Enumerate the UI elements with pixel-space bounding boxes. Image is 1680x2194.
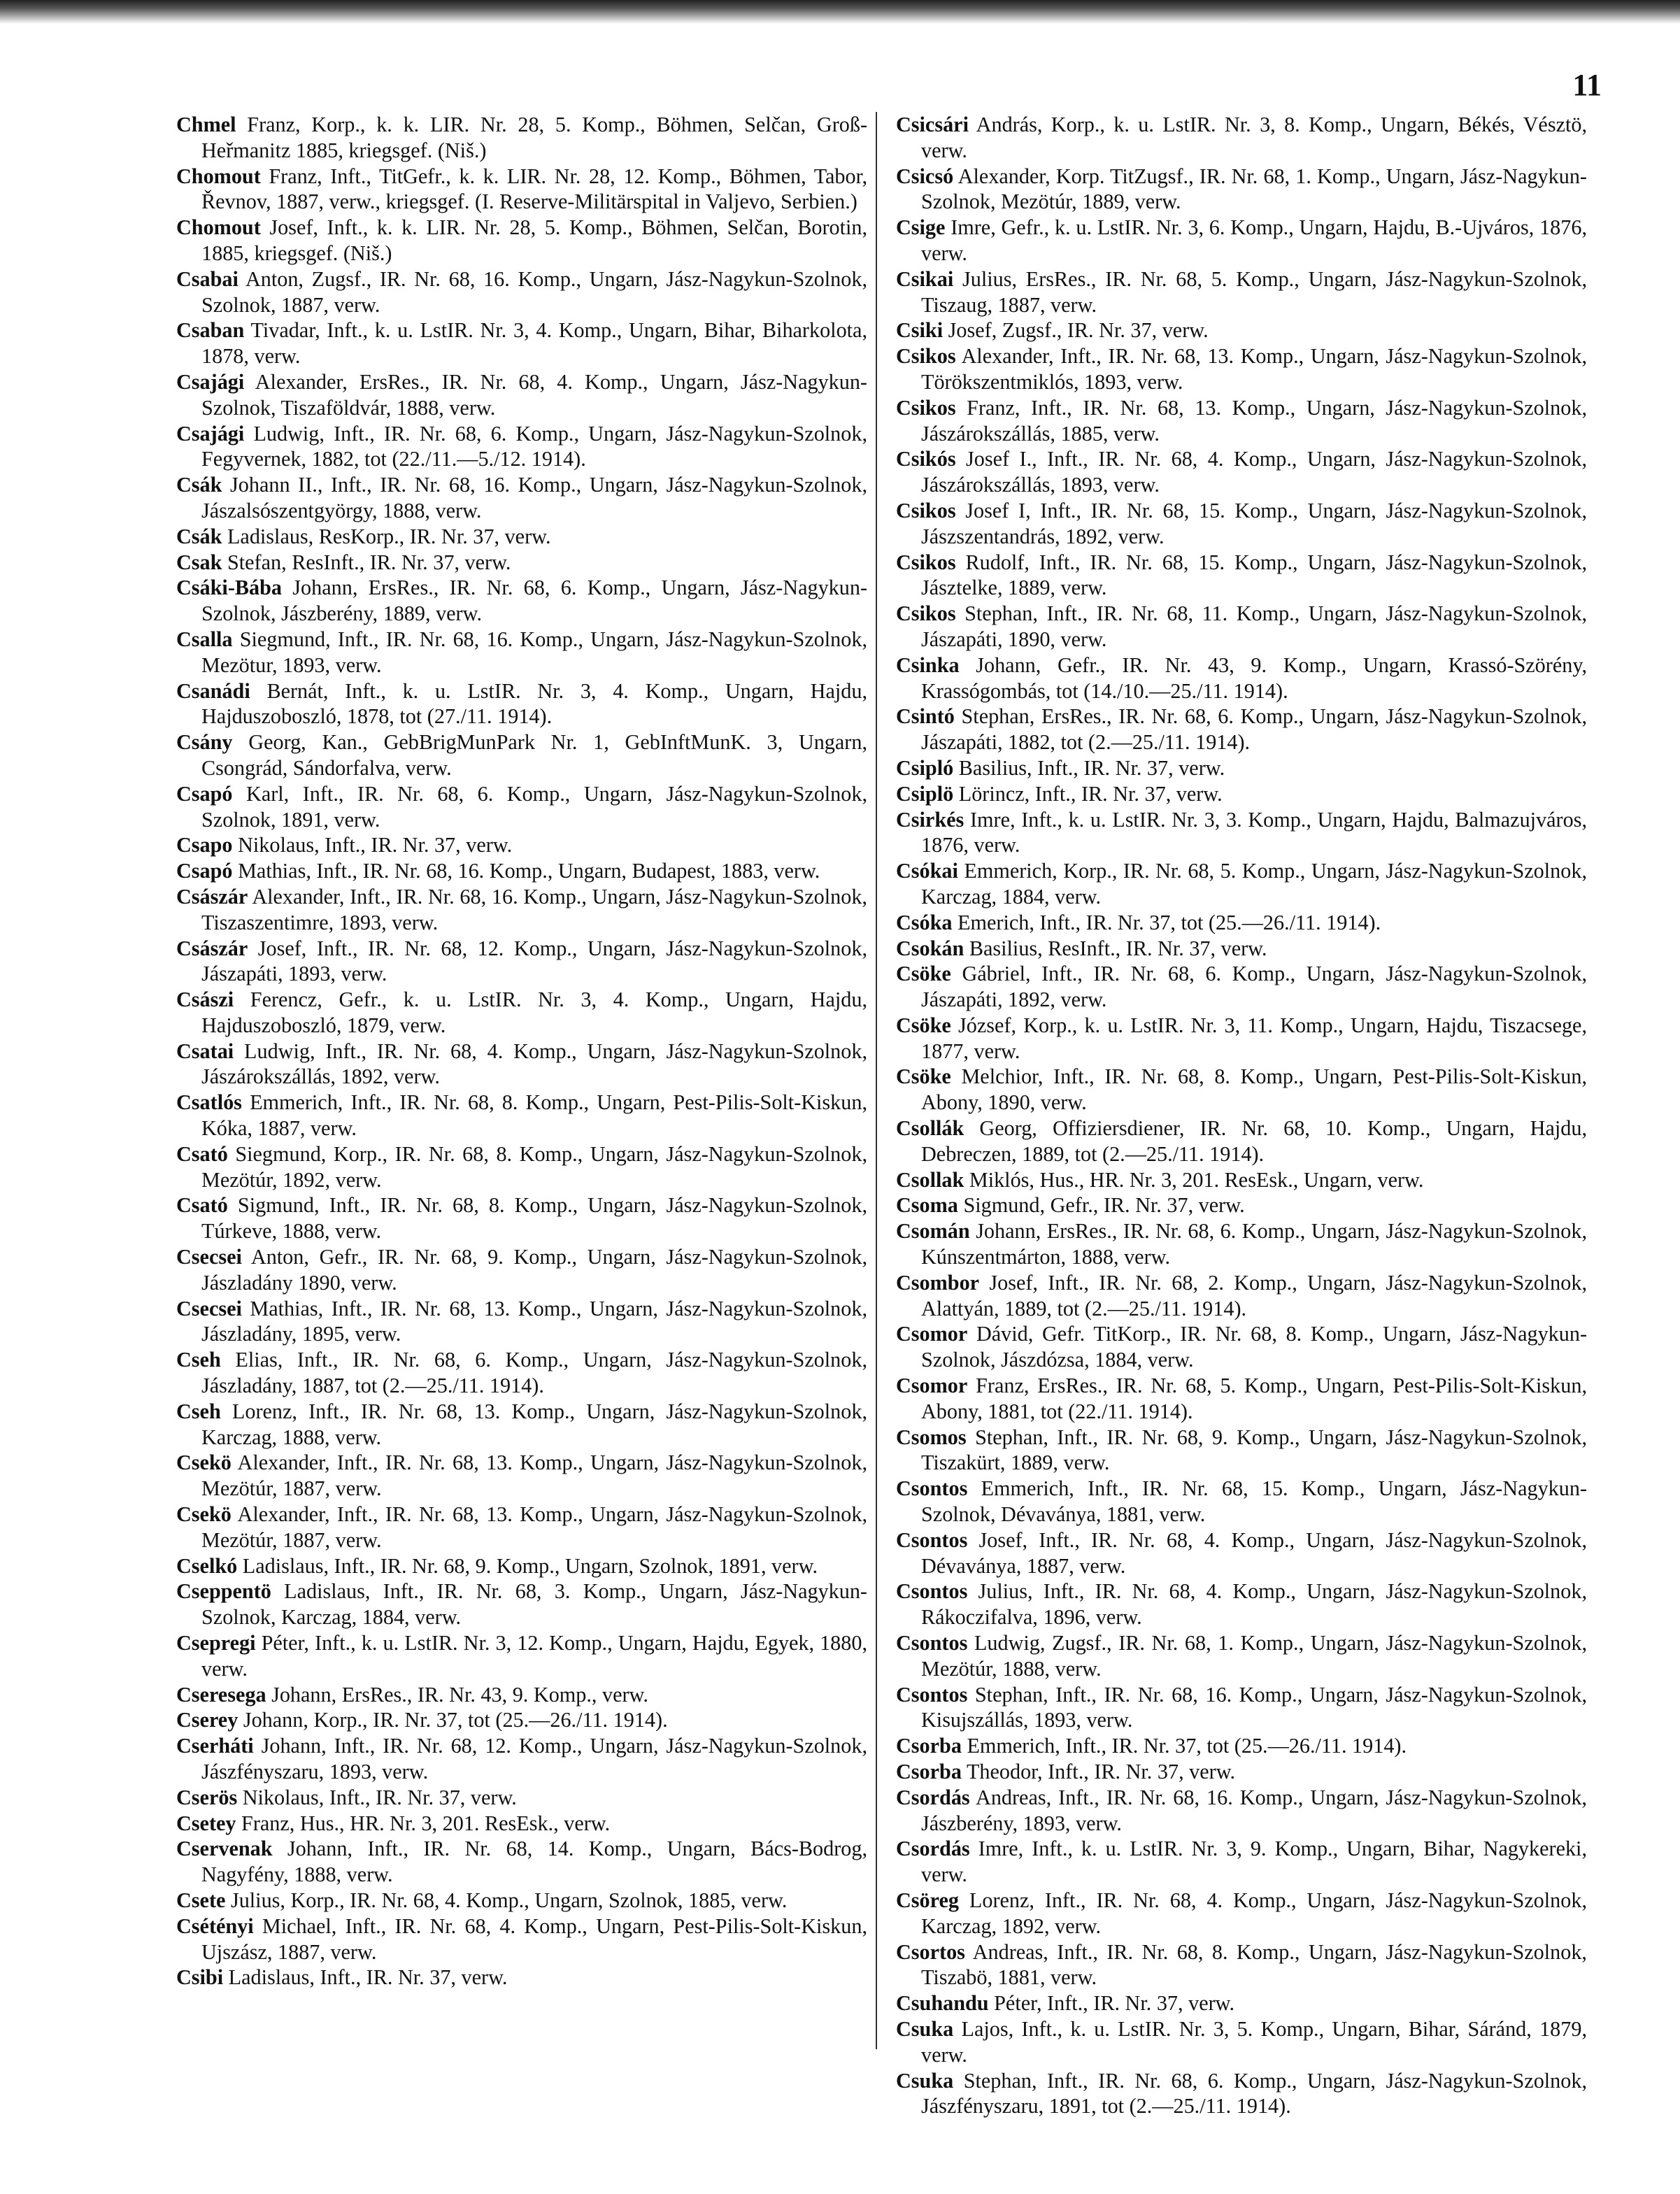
- list-entry: [896, 215, 1587, 266]
- entry-details: Johann, ErsRes., IR. Nr. 68, 6. Komp., Ungarn, Jász-Nagykun-Szolnok, Kúnszentmárton, 1888, verw.: [921, 1219, 1588, 1269]
- entry-surname: Csalla: [176, 627, 233, 651]
- entry-surname: Csóka: [896, 910, 953, 934]
- entry-details: Stephan, ErsRes., IR. Nr. 68, 6. Komp., Ungarn, Jász-Nagykun-Szolnok, Jászapáti, 1882, tot (2.—25./11. 1914).: [921, 704, 1588, 755]
- entry-details: Franz, Inft., IR. Nr. 68, 13. Komp., Ungarn, Jász-Nagykun-Szolnok, Jászárokszállás, 1885, verw.: [921, 395, 1587, 446]
- entry-surname: Cserös: [176, 1785, 238, 1809]
- list-entry: [176, 858, 867, 884]
- list-entry: [176, 1888, 867, 1914]
- entry-details: Josef, Inft., k. k. LIR. Nr. 28, 5. Komp., Böhmen, Selčan, Borotin, 1885, kriegsgef. (Niš.): [201, 215, 868, 265]
- entry-details: Sigmund, Gefr., IR. Nr. 37, verw.: [963, 1193, 1245, 1218]
- entry-details: Emmerich, Inft., IR. Nr. 68, 15. Komp., Ungarn, Jász-Nagykun-Szolnok, Dévaványa, 1881, verw.: [921, 1476, 1587, 1527]
- entry-surname: Csollák: [896, 1116, 964, 1141]
- list-entry: [176, 1347, 867, 1399]
- entry-details: Lorenz, Inft., IR. Nr. 68, 4. Komp., Ungarn, Jász-Nagykun-Szolnok, Karczag, 1892, verw.: [921, 1888, 1587, 1938]
- entry-details: Johann, Gefr., IR. Nr. 43, 9. Komp., Ungarn, Krassó-Szörény, Krassógombás, tot (14./10.—25./11. 1914).: [921, 653, 1588, 703]
- list-entry: [896, 755, 1587, 781]
- entry-details: Ludwig, Inft., IR. Nr. 68, 4. Komp., Ungarn, Jász-Nagykun-Szolnok, Jászárokszállás, 1892, verw.: [201, 1039, 868, 1089]
- entry-details: Gábriel, Inft., IR. Nr. 68, 6. Komp., Ungarn, Jász-Nagykun-Szolnok, Jászapáti, 1892, verw.: [921, 962, 1588, 1012]
- list-entry: [176, 1707, 867, 1733]
- list-entry: [896, 1167, 1587, 1193]
- entry-surname: Csicsó: [896, 164, 954, 188]
- entry-surname: Csuhandu: [896, 1991, 989, 2016]
- entry-surname: Csipló: [896, 755, 954, 780]
- list-entry: [896, 2068, 1587, 2120]
- entry-surname: Chmel: [176, 113, 236, 136]
- list-entry: [896, 961, 1587, 1013]
- entry-surname: Csapó: [176, 781, 233, 806]
- list-entry: [896, 910, 1587, 936]
- entry-surname: Csány: [176, 730, 233, 755]
- entry-details: Basilius, ResInft., IR. Nr. 37, verw.: [969, 936, 1267, 960]
- left-column: [176, 112, 867, 1990]
- list-entry: [896, 1425, 1587, 1476]
- entry-details: Karl, Inft., IR. Nr. 68, 6. Komp., Ungarn, Jász-Nagykun-Szolnok, Szolnok, 1891, verw.: [201, 781, 868, 832]
- list-entry: [176, 987, 867, 1039]
- list-entry: [896, 1527, 1587, 1579]
- list-entry: [896, 2016, 1587, 2068]
- entry-surname: Csuka: [896, 2016, 954, 2041]
- entry-surname: Csiplö: [896, 781, 954, 806]
- entry-surname: Csicsári: [896, 113, 969, 136]
- entry-details: Nikolaus, Inft., IR. Nr. 37, verw.: [238, 833, 513, 857]
- entry-surname: Csibi: [176, 1965, 224, 1990]
- entry-details: Julius, ErsRes., IR. Nr. 68, 5. Komp., Ungarn, Jász-Nagykun-Szolnok, Tiszaug, 1887, verw.: [921, 266, 1588, 317]
- list-entry: [896, 1888, 1587, 1939]
- entry-surname: Csepregi: [176, 1631, 256, 1655]
- entry-surname: Csató: [176, 1141, 228, 1166]
- entry-details: Siegmund, Korp., IR. Nr. 68, 8. Komp., Ungarn, Jász-Nagykun-Szolnok, Mezötúr, 1892, verw.: [201, 1141, 867, 1192]
- entry-surname: Csatai: [176, 1039, 234, 1063]
- list-entry: [176, 215, 867, 266]
- list-entry: [176, 1502, 867, 1553]
- list-entry: [176, 164, 867, 215]
- entry-details: Johann, Inft., IR. Nr. 68, 14. Komp., Ungarn, Bács-Bodrog, Nagyfény, 1888, verw.: [201, 1837, 868, 1887]
- entry-details: Ladislaus, Inft., IR. Nr. 68, 3. Komp., Ungarn, Jász-Nagykun-Szolnok, Karczag, 1884, verw.: [201, 1579, 867, 1630]
- entry-surname: Csorba: [896, 1734, 962, 1758]
- entry-details: Josef I, Inft., IR. Nr. 68, 15. Komp., Ungarn, Jász-Nagykun-Szolnok, Jászszentandrás, 1892, verw.: [921, 498, 1588, 548]
- entry-surname: Csokán: [896, 936, 964, 960]
- list-entry: [176, 472, 867, 524]
- entry-details: Ferencz, Gefr., k. u. LstIR. Nr. 3, 4. Komp., Ungarn, Hajdu, Hajduszoboszló, 1879, verw.: [201, 988, 867, 1037]
- list-entry: [176, 1733, 867, 1785]
- list-entry: [176, 1836, 867, 1888]
- entry-details: Mathias, Inft., IR. Nr. 68, 13. Komp., Ungarn, Jász-Nagykun-Szolnok, Jászladány, 1895, verw.: [201, 1296, 867, 1346]
- entry-surname: Csontos: [896, 1527, 968, 1552]
- entry-surname: Csikos: [896, 344, 956, 369]
- list-entry: [176, 1682, 867, 1708]
- entry-details: Ladislaus, ResKorp., IR. Nr. 37, verw.: [227, 524, 551, 548]
- entry-surname: Chomout: [176, 215, 261, 240]
- entry-details: Josef I., Inft., IR. Nr. 68, 4. Komp., Ungarn, Jász-Nagykun-Szolnok, Jászárokszállás, 1893, verw.: [921, 447, 1587, 497]
- entry-surname: Csombor: [896, 1270, 980, 1295]
- entry-surname: Csintó: [896, 704, 955, 729]
- entry-surname: Csetey: [176, 1811, 236, 1835]
- entry-details: Ludwig, Zugsf., IR. Nr. 68, 1. Komp., Ungarn, Jász-Nagykun-Szolnok, Mezötúr, 1888, verw.: [921, 1631, 1588, 1681]
- entry-details: Stephan, Inft., IR. Nr. 68, 9. Komp., Ungarn, Jász-Nagykun-Szolnok, Tiszakürt, 1889, verw.: [921, 1425, 1588, 1475]
- entry-surname: Csak: [176, 550, 222, 574]
- entry-details: Siegmund, Inft., IR. Nr. 68, 16. Komp., Ungarn, Jász-Nagykun-Szolnok, Mezötur, 1893, verw.: [201, 627, 867, 677]
- entry-surname: Csige: [896, 215, 946, 240]
- list-entry: [896, 266, 1587, 318]
- entry-details: Franz, ErsRes., IR. Nr. 68, 5. Komp., Ungarn, Pest-Pilis-Solt-Kiskun, Abony, 1881, tot (22./11. 1914).: [921, 1374, 1587, 1423]
- entry-surname: Csontos: [896, 1579, 968, 1604]
- entry-details: Josef, Zugsf., IR. Nr. 37, verw.: [948, 318, 1209, 343]
- entry-surname: Csekö: [176, 1502, 232, 1527]
- list-entry: [176, 781, 867, 833]
- entry-surname: Chomout: [176, 164, 261, 188]
- entry-surname: Csontos: [896, 1631, 968, 1655]
- list-entry: [896, 1192, 1587, 1218]
- entry-surname: Csikos: [896, 601, 956, 626]
- list-entry: [176, 1785, 867, 1811]
- entry-surname: Csétényi: [176, 1914, 254, 1938]
- entry-details: Johann II., Inft., IR. Nr. 68, 16. Komp., Ungarn, Jász-Nagykun-Szolnok, Jászalsószentgyörgy, 1888, verw.: [201, 473, 868, 522]
- entry-details: Melchior, Inft., IR. Nr. 68, 8. Komp., Ungarn, Pest-Pilis-Solt-Kiskun, Abony, 1890, verw.: [921, 1064, 1587, 1115]
- list-entry: [896, 1579, 1587, 1630]
- list-entry: [896, 601, 1587, 653]
- entry-details: Michael, Inft., IR. Nr. 68, 4. Komp., Ungarn, Pest-Pilis-Solt-Kiskun, Ujszász, 1887, verw.: [201, 1914, 867, 1964]
- entry-details: Theodor, Inft., IR. Nr. 37, verw.: [966, 1760, 1236, 1783]
- entry-details: Péter, Inft., k. u. LstIR. Nr. 3, 12. Komp., Ungarn, Hajdu, Egyek, 1880, verw.: [201, 1631, 868, 1681]
- entry-surname: Csikai: [896, 266, 954, 291]
- list-entry: [176, 936, 867, 988]
- entry-surname: Cseh: [176, 1348, 221, 1372]
- entry-details: Alexander, Inft., IR. Nr. 68, 13. Komp., Ungarn, Jász-Nagykun-Szolnok, Mezötúr, 1887, verw.: [201, 1502, 867, 1552]
- entry-details: Nikolaus, Inft., IR. Nr. 37, verw.: [242, 1785, 517, 1809]
- list-entry: [896, 653, 1587, 704]
- list-entry: [896, 1990, 1587, 2016]
- entry-surname: Csordás: [896, 1837, 970, 1861]
- entry-details: Lörincz, Inft., IR. Nr. 37, verw.: [958, 781, 1223, 806]
- list-entry: [176, 884, 867, 936]
- list-entry: [896, 318, 1587, 343]
- entry-details: Stephan, Inft., IR. Nr. 68, 6. Komp., Ungarn, Jász-Nagykun-Szolnok, Jászfényszaru, 1891, tot (2.—25./11. 1914).: [921, 2068, 1588, 2118]
- entry-details: Ladislaus, Inft., IR. Nr. 68, 9. Komp., Ungarn, Szolnok, 1891, verw.: [242, 1553, 818, 1578]
- list-entry: [896, 1682, 1587, 1734]
- entry-details: Emmerich, Korp., IR. Nr. 68, 5. Komp., Ungarn, Jász-Nagykun-Szolnok, Karczag, 1884, verw.: [921, 859, 1587, 909]
- entry-surname: Csomán: [896, 1219, 970, 1244]
- entry-surname: Csák: [176, 524, 222, 548]
- entry-surname: Csecsei: [176, 1296, 242, 1320]
- entry-details: Mathias, Inft., IR. Nr. 68, 16. Komp., Ungarn, Budapest, 1883, verw.: [238, 859, 820, 883]
- list-entry: [896, 1785, 1587, 1837]
- list-entry: [176, 1141, 867, 1193]
- entry-surname: Csókai: [896, 859, 958, 883]
- entry-details: Miklós, Hus., HR. Nr. 3, 201. ResEsk., Ungarn, verw.: [969, 1167, 1424, 1192]
- entry-details: Ladislaus, Inft., IR. Nr. 37, verw.: [228, 1965, 508, 1990]
- entry-details: Emmerich, Inft., IR. Nr. 37, tot (25.—26./11. 1914).: [967, 1734, 1407, 1758]
- list-entry: [176, 1914, 867, 1965]
- list-entry: [896, 112, 1587, 164]
- list-entry: [176, 1630, 867, 1682]
- entry-surname: Csollak: [896, 1167, 964, 1192]
- entry-details: Imre, Inft., k. u. LstIR. Nr. 3, 9. Komp., Ungarn, Bihar, Nagykereki, verw.: [921, 1837, 1587, 1887]
- entry-details: Emmerich, Inft., IR. Nr. 68, 8. Komp., Ungarn, Pest-Pilis-Solt-Kiskun, Kóka, 1887, verw.: [201, 1090, 868, 1141]
- list-entry: [896, 446, 1587, 498]
- entry-details: Stephan, Inft., IR. Nr. 68, 11. Komp., Ungarn, Jász-Nagykun-Szolnok, Jászapáti, 1890, verw.: [921, 601, 1587, 651]
- entry-surname: Császi: [176, 988, 234, 1012]
- list-entry: [176, 1553, 867, 1579]
- entry-surname: Császár: [176, 884, 248, 909]
- entry-surname: Csontos: [896, 1476, 968, 1501]
- entry-details: Stefan, ResInft., IR. Nr. 37, verw.: [227, 550, 511, 574]
- entry-surname: Csanádi: [176, 678, 250, 703]
- entry-details: Franz, Hus., HR. Nr. 3, 201. ResEsk., verw.: [241, 1811, 611, 1835]
- entry-surname: Csortos: [896, 1939, 965, 1964]
- entry-details: Julius, Inft., IR. Nr. 68, 4. Komp., Ungarn, Jász-Nagykun-Szolnok, Rákoczifalva, 1896, verw.: [921, 1579, 1588, 1630]
- entry-surname: Csajági: [176, 369, 245, 394]
- entry-surname: Cserháti: [176, 1734, 254, 1758]
- entry-surname: Csoma: [896, 1193, 958, 1218]
- entry-surname: Csomor: [896, 1374, 968, 1398]
- entry-details: Imre, Gefr., k. u. LstIR. Nr. 3, 6. Komp., Ungarn, Hajdu, B.-Ujváros, 1876, verw.: [921, 215, 1587, 265]
- entry-surname: Cserey: [176, 1708, 239, 1732]
- entry-details: Tivadar, Inft., k. u. LstIR. Nr. 3, 4. Komp., Ungarn, Bihar, Biharkolota, 1878, verw.: [201, 318, 867, 369]
- entry-surname: Csete: [176, 1888, 226, 1912]
- entry-surname: Csinka: [896, 653, 960, 677]
- page-number: 11: [1572, 68, 1602, 102]
- entry-surname: Csatlós: [176, 1090, 242, 1115]
- entry-surname: Csirkés: [896, 807, 964, 832]
- list-entry: [176, 678, 867, 730]
- entry-surname: Csöke: [896, 1064, 951, 1089]
- list-entry: [176, 729, 867, 781]
- entry-details: Alexander, Inft., IR. Nr. 68, 16. Komp., Ungarn, Jász-Nagykun-Szolnok, Tiszaszentimre, 1893, verw.: [201, 884, 867, 934]
- entry-details: Andreas, Inft., IR. Nr. 68, 8. Komp., Ungarn, Jász-Nagykun-Szolnok, Tiszabö, 1881, verw.: [921, 1939, 1587, 1990]
- list-entry: [896, 1270, 1587, 1322]
- entry-details: Johann, ErsRes., IR. Nr. 43, 9. Komp., verw.: [271, 1682, 648, 1707]
- entry-surname: Cseresega: [176, 1682, 266, 1707]
- entry-surname: Csiki: [896, 318, 944, 343]
- entry-surname: Csapo: [176, 833, 233, 857]
- list-entry: [176, 1244, 867, 1296]
- entry-surname: Cseh: [176, 1399, 221, 1423]
- entry-details: Bernát, Inft., k. u. LstIR. Nr. 3, 4. Komp., Ungarn, Hajdu, Hajduszoboszló, 1878, tot (27./11. 1914).: [201, 678, 867, 729]
- entry-details: Stephan, Inft., IR. Nr. 68, 16. Komp., Ungarn, Jász-Nagykun-Szolnok, Kisujszállás, 1893, verw.: [921, 1682, 1587, 1732]
- entry-details: Anton, Gefr., IR. Nr. 68, 9. Komp., Ungarn, Jász-Nagykun-Szolnok, Jászladány 1890, verw.: [201, 1245, 867, 1295]
- list-entry: [176, 112, 867, 164]
- list-entry: [896, 704, 1587, 755]
- entry-details: Johann, ErsRes., IR. Nr. 68, 6. Komp., Ungarn, Jász-Nagykun-Szolnok, Jászberény, 1889, verw.: [201, 576, 867, 626]
- entry-details: András, Korp., k. u. LstIR. Nr. 3, 8. Komp., Ungarn, Békés, Vésztö, verw.: [921, 113, 1587, 162]
- entry-surname: Csató: [176, 1193, 228, 1218]
- entry-surname: Császár: [176, 936, 248, 960]
- entry-surname: Csikos: [896, 395, 956, 420]
- list-entry: [176, 421, 867, 473]
- entry-surname: Csordás: [896, 1785, 970, 1809]
- entry-surname: Csecsei: [176, 1245, 242, 1269]
- entry-details: Imre, Inft., k. u. LstIR. Nr. 3, 3. Komp., Ungarn, Hajdu, Balmazujváros, 1876, verw.: [921, 807, 1587, 857]
- entry-surname: Cservenak: [176, 1837, 273, 1861]
- entry-details: Josef, Inft., IR. Nr. 68, 4. Komp., Ungarn, Jász-Nagykun-Szolnok, Dévaványa, 1887, verw.: [921, 1527, 1587, 1578]
- entry-surname: Csikos: [896, 498, 956, 522]
- entry-details: Georg, Offiziersdiener, IR. Nr. 68, 10. Komp., Ungarn, Hajdu, Debreczen, 1889, tot (2.—25./11. 1914).: [921, 1116, 1587, 1166]
- list-entry: [896, 807, 1587, 859]
- entry-details: Rudolf, Inft., IR. Nr. 68, 15. Komp., Ungarn, Jász-Nagykun-Szolnok, Jásztelke, 1889, verw.: [921, 550, 1588, 600]
- entry-details: Péter, Inft., IR. Nr. 37, verw.: [994, 1991, 1235, 2016]
- entry-surname: Csapó: [176, 859, 233, 883]
- list-entry: [176, 627, 867, 678]
- list-entry: [176, 369, 867, 421]
- entry-surname: Csorba: [896, 1760, 962, 1783]
- entry-surname: Csikos: [896, 550, 956, 574]
- list-entry: [896, 1218, 1587, 1270]
- list-entry: [176, 550, 867, 576]
- list-entry: [176, 1039, 867, 1090]
- entry-details: Lajos, Inft., k. u. LstIR. Nr. 3, 5. Komp., Ungarn, Bihar, Sáránd, 1879, verw.: [921, 2016, 1588, 2067]
- list-entry: [896, 858, 1587, 910]
- scan-top-edge: [0, 0, 1680, 24]
- entry-details: József, Korp., k. u. LstIR. Nr. 3, 11. Komp., Ungarn, Hajdu, Tiszacsege, 1877, verw.: [921, 1013, 1588, 1063]
- list-entry: [176, 1579, 867, 1630]
- list-entry: [176, 318, 867, 369]
- entry-details: Franz, Inft., TitGefr., k. k. LIR. Nr. 28, 12. Komp., Böhmen, Tabor, Řevnov, 1887, verw., kriegsgef. (I. Reserve-Militärspital in Valjevo, Serbien.): [201, 164, 867, 214]
- list-entry: [176, 1192, 867, 1244]
- entry-surname: Csontos: [896, 1682, 968, 1707]
- list-entry: [176, 1450, 867, 1502]
- right-column: [896, 112, 1587, 2119]
- entry-details: Sigmund, Inft., IR. Nr. 68, 8. Komp., Ungarn, Jász-Nagykun-Szolnok, Túrkeve, 1888, verw.: [201, 1193, 868, 1244]
- list-entry: [176, 832, 867, 858]
- list-entry: [896, 1116, 1587, 1167]
- list-entry: [896, 550, 1587, 601]
- list-entry: [896, 1939, 1587, 1991]
- entry-details: Alexander, Inft., IR. Nr. 68, 13. Komp., Ungarn, Jász-Nagykun-Szolnok, Törökszentmiklós, 1893, verw.: [921, 344, 1587, 394]
- entry-details: Johann, Korp., IR. Nr. 37, tot (25.—26./11. 1914).: [243, 1708, 668, 1732]
- list-entry: [896, 781, 1587, 807]
- entry-surname: Csáki-Bába: [176, 576, 282, 600]
- list-entry: [896, 1733, 1587, 1759]
- entry-details: Elias, Inft., IR. Nr. 68, 6. Komp., Ungarn, Jász-Nagykun-Szolnok, Jászladány, 1887, tot (2.—25./11. 1914).: [201, 1348, 867, 1398]
- list-entry: [176, 1965, 867, 1990]
- entry-details: Lorenz, Inft., IR. Nr. 68, 13. Komp., Ungarn, Jász-Nagykun-Szolnok, Karczag, 1888, verw.: [201, 1399, 867, 1449]
- list-entry: [896, 1836, 1587, 1888]
- entry-surname: Csekö: [176, 1451, 232, 1475]
- entry-details: Dávid, Gefr. TitKorp., IR. Nr. 68, 8. Komp., Ungarn, Jász-Nagykun-Szolnok, Jászdózsa, 1884, verw.: [921, 1322, 1587, 1372]
- list-entry: [176, 575, 867, 627]
- entry-surname: Csaban: [176, 318, 245, 343]
- entry-details: Emerich, Inft., IR. Nr. 37, tot (25.—26./11. 1914).: [958, 910, 1381, 934]
- list-entry: [896, 1321, 1587, 1373]
- list-entry: [896, 1630, 1587, 1682]
- entry-surname: Cseppentö: [176, 1579, 271, 1604]
- entry-details: Andreas, Inft., IR. Nr. 68, 16. Komp., Ungarn, Jász-Nagykun-Szolnok, Jászberény, 1893, verw.: [921, 1785, 1587, 1835]
- list-entry: [896, 1373, 1587, 1425]
- entry-surname: Csuka: [896, 2068, 954, 2093]
- entry-details: Johann, Inft., IR. Nr. 68, 12. Komp., Ungarn, Jász-Nagykun-Szolnok, Jászfényszaru, 1893, verw.: [201, 1734, 867, 1783]
- entry-details: Ludwig, Inft., IR. Nr. 68, 6. Komp., Ungarn, Jász-Nagykun-Szolnok, Fegyvernek, 1882, tot (22./11.—5./12. 1914).: [201, 421, 867, 471]
- list-entry: [896, 1759, 1587, 1785]
- list-entry: [176, 1296, 867, 1348]
- entry-details: Alexander, Inft., IR. Nr. 68, 13. Komp., Ungarn, Jász-Nagykun-Szolnok, Mezötúr, 1887, verw.: [201, 1451, 867, 1501]
- entry-surname: Csikós: [896, 447, 956, 471]
- entry-surname: Csomor: [896, 1322, 968, 1346]
- entry-details: Anton, Zugsf., IR. Nr. 68, 16. Komp., Ungarn, Jász-Nagykun-Szolnok, Szolnok, 1887, verw.: [201, 266, 867, 317]
- list-entry: [896, 164, 1587, 215]
- list-entry: [176, 1090, 867, 1141]
- list-entry: [176, 524, 867, 550]
- list-entry: [176, 1399, 867, 1451]
- entry-details: Franz, Korp., k. k. LIR. Nr. 28, 5. Komp., Böhmen, Selčan, Groß-Heřmanitz 1885, kriegsgef. (Niš.): [201, 113, 867, 162]
- list-entry: [896, 1064, 1587, 1116]
- list-entry: [896, 343, 1587, 395]
- column-divider: [876, 112, 877, 2049]
- entry-surname: Csöke: [896, 962, 951, 986]
- list-entry: [176, 1811, 867, 1837]
- entry-details: Josef, Inft., IR. Nr. 68, 2. Komp., Ungarn, Jász-Nagykun-Szolnok, Alattyán, 1889, tot (2.—25./11. 1914).: [921, 1270, 1587, 1320]
- list-entry: [896, 498, 1587, 550]
- entry-surname: Csöreg: [896, 1888, 959, 1912]
- entry-details: Alexander, Korp. TitZugsf., IR. Nr. 68, 1. Komp., Ungarn, Jász-Nagykun-Szolnok, Mezötúr, 1889, verw.: [921, 164, 1587, 214]
- entry-surname: Csabai: [176, 266, 239, 291]
- entry-details: Alexander, ErsRes., IR. Nr. 68, 4. Komp., Ungarn, Jász-Nagykun-Szolnok, Tiszaföldvár, 1888, verw.: [201, 369, 867, 420]
- list-entry: [176, 266, 867, 318]
- entry-details: Julius, Korp., IR. Nr. 68, 4. Komp., Ungarn, Szolnok, 1885, verw.: [230, 1888, 788, 1912]
- list-entry: [896, 1476, 1587, 1527]
- entry-details: Georg, Kan., GebBrigMunPark Nr. 1, GebInftMunK. 3, Ungarn, Csongrád, Sándorfalva, verw.: [201, 730, 867, 780]
- list-entry: [896, 936, 1587, 962]
- entry-surname: Cselkó: [176, 1553, 238, 1578]
- entry-surname: Csajági: [176, 421, 245, 446]
- list-entry: [896, 395, 1587, 447]
- entry-surname: Csomos: [896, 1425, 967, 1449]
- list-entry: [896, 1013, 1587, 1064]
- entry-details: Basilius, Inft., IR. Nr. 37, verw.: [958, 755, 1225, 780]
- entry-surname: Csák: [176, 473, 222, 497]
- entry-surname: Csöke: [896, 1013, 951, 1037]
- entry-details: Josef, Inft., IR. Nr. 68, 12. Komp., Ungarn, Jász-Nagykun-Szolnok, Jászapáti, 1893, verw.: [201, 936, 867, 986]
